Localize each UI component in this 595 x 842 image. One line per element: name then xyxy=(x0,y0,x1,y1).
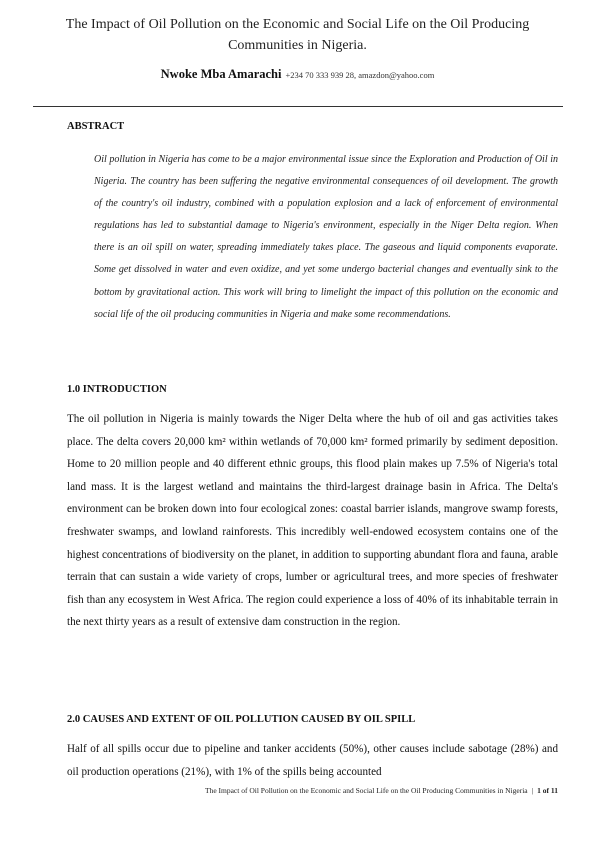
author-line xyxy=(40,65,555,83)
footer-separator: | xyxy=(531,786,534,795)
page-footer xyxy=(40,786,558,795)
section-text-causes: Half of all spills occur due to pipeline and tanker accidents (50%), other causes include sabotage (28%) and oil production operations (21%), with 1% of the spills being accounted xyxy=(67,743,558,778)
author-name: Nwoke Mba Amarachi xyxy=(160,67,282,81)
section-heading-causes: 2.0 CAUSES AND EXTENT OF OIL POLLUTION CAUSED BY OIL SPILL xyxy=(67,714,416,725)
abstract-text: Oil pollution in Nigeria has come to be a major environmental issue since the Exploration and Production of Oil in Nigeria. The country has been suffering the negative environmental consequences of oil development. The growth of the country's oil industry, combined with a population explosion and a lack of enforcement of environmental regulations has led to substantial damage to Nigeria's environment, especially in the Niger Delta region. When there is an oil spill on water, spreading immediately takes place. The gaseous and liquid components evaporate. Some get dissolved in water and even oxidize, and yet some undergo bacterial changes and eventually sink to the bottom by gravitational action. This work will bring to limelight the impact of this pollution on the economic and social life of the oil producing communities in Nigeria and make some recommendations. xyxy=(94,154,558,320)
footer-running-title: The Impact of Oil Pollution on the Economic and Social Life on the Oil Producing Communities in Nigeria xyxy=(204,786,528,795)
abstract-heading: ABSTRACT xyxy=(67,121,125,132)
page-number: 1 of 11 xyxy=(537,786,558,795)
section-text-introduction: The oil pollution in Nigeria is mainly towards the Niger Delta where the hub of oil and gas activities takes place. The delta covers 20,000 km² within wetlands of 70,000 km² formed primarily by sediment deposition. Home to 20 million people and 40 different ethnic groups, this flood plain makes up 7.5% of Nigeria's total land mass. It is the largest wetland and maintains the third-largest drainage basin in Africa. The Delta's environment can be broken down into four ecological zones: coastal barrier islands, mangrove swamp forests, freshwater swamps, and lowland rainforests. This incredibly well-endowed ecosystem contains one of the highest concentrations of biodiversity on the planet, in addition to supporting abundant flora and fauna, arable terrain that can sustain a wide variety of crops, lumber or agricultural trees, and more species of freshwater fish than any ecosystem in West Africa. The region could experience a loss of 40% of its inhabitable terrain in the next thirty years as a result of extensive dam construction in the region. xyxy=(67,413,558,629)
header-divider xyxy=(33,106,563,107)
section-heading-introduction: 1.0 INTRODUCTION xyxy=(67,384,167,395)
paper-title: The Impact of Oil Pollution on the Economic and Social Life on the Oil Producing Communities in Nigeria. xyxy=(65,17,530,53)
author-contact: +234 70 333 939 28, amazdon@yahoo.com xyxy=(285,70,435,80)
